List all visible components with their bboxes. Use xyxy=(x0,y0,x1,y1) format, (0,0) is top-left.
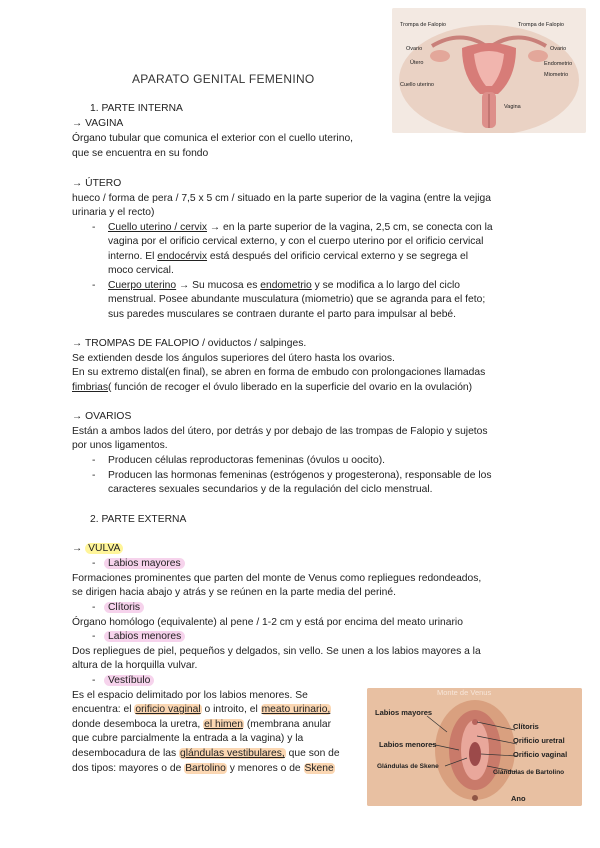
figure2-label: Glándulas de Skene xyxy=(377,763,439,770)
trompas-text-line: fimbrias( función de recoger el óvulo liberado en la superficie del ovario en la ovulación) xyxy=(72,382,473,393)
utero-heading: → ÚTERO xyxy=(72,178,122,189)
figure1-label: Ovario xyxy=(550,46,567,52)
endometrio-term: endometrio xyxy=(260,280,312,291)
section-heading-interna: 1. PARTE INTERNA xyxy=(90,103,183,114)
vestibulo-text: encuentra: el orificio vaginal o introito, el meato urinario, xyxy=(72,704,331,715)
document-title: APARATO GENITAL FEMENINO xyxy=(132,72,315,86)
labios-mayores-label: Labios mayores xyxy=(104,557,185,572)
cuerpo-uterino-item: Cuerpo uterino → Su mucosa es endometrio y se modifica a lo largo del ciclo xyxy=(108,280,460,291)
vagina-text-line: Órgano tubular que comunica el exterior con el cuello uterino, xyxy=(72,133,354,144)
figure2-label: Labios menores xyxy=(379,740,437,749)
clitoris-label: Clítoris xyxy=(104,601,144,616)
utero-text-line: urinaria y el recto) xyxy=(72,207,155,218)
cuello-uterino-text: moco cervical. xyxy=(108,265,174,276)
ovarios-bullet-cont: caracteres sexuales secundarios y de la regulación del ciclo menstrual. xyxy=(108,484,433,495)
figure2-label: Clítoris xyxy=(513,722,539,731)
clitoris-text: Órgano homólogo (equivalente) al pene / 1-2 cm y está por encima del meato urinario xyxy=(72,617,463,628)
endocervix-term: endocérvix xyxy=(157,251,208,262)
figure1-label: Endometrio xyxy=(544,61,573,67)
meato-urinario-highlight: meato urinario, xyxy=(261,704,331,715)
cuello-uterino-text: interno. El endocérvix está después del orificio cervical externo y se segrega el xyxy=(108,251,469,262)
ovarios-text-line: por unos ligamentos. xyxy=(72,440,168,451)
orificio-vaginal-highlight: orificio vaginal xyxy=(135,704,201,715)
ovarios-text-line: Están a ambos lados del útero, por detrás y por debajo de las trompas de Falopio y sujetos xyxy=(72,426,488,437)
vulva-heading: → VULVA xyxy=(72,542,123,557)
labios-mayores-text: se dirigen hacia abajo y atrás y se reúnen en la parte media del periné. xyxy=(72,587,396,598)
figure2-label: Ano xyxy=(511,794,526,803)
fimbrias-term: fimbrias xyxy=(72,382,109,393)
figure1-label: Ovario xyxy=(406,46,423,52)
utero-text-line: hueco / forma de pera / 7,5 x 5 cm / situado en la parte superior de la vagina (entre la vejiga xyxy=(72,193,491,204)
vulva-highlight: VULVA xyxy=(85,543,123,554)
labios-menores-text: Dos repliegues de piel, pequeños y delgados, sin vello. Se unen a los labios mayores a la xyxy=(72,646,481,657)
figure2-label: Orificio vaginal xyxy=(513,750,568,759)
bullet-dash: - xyxy=(92,631,96,642)
trompas-heading: → TROMPAS DE FALOPIO / oviductos / salpinges. xyxy=(72,338,307,349)
bullet-dash: - xyxy=(92,455,96,466)
cuerpo-uterino-text: sus paredes musculares se contraen durante el parto para impulsar al bebé. xyxy=(108,309,457,320)
trompas-text-line: En su extremo distal(en final), se abren en forma de embudo con prolongaciones llamadas xyxy=(72,367,486,378)
ovarios-bullet: Producen las hormonas femeninas (estrógenos y progesterona), responsable de los xyxy=(108,470,492,481)
figure2-label: Orificio uretral xyxy=(513,736,565,745)
vulva-diagram-image xyxy=(367,688,582,806)
figure2-label: Glándulas de Bartolino xyxy=(493,769,565,776)
vestibulo-text: que cubre parcialmente la entrada a la vagina) y la xyxy=(72,733,304,744)
ovarios-heading: → OVARIOS xyxy=(72,411,132,422)
figure2-label: Labios mayores xyxy=(375,708,433,717)
bullet-dash: - xyxy=(92,558,96,569)
labios-mayores-text: Formaciones prominentes que parten del monte de Venus como repliegues redondeados, xyxy=(72,573,482,584)
labios-menores-text: altura de la horquilla vulvar. xyxy=(72,660,198,671)
himen-highlight: el himen xyxy=(204,719,244,730)
cuerpo-uterino-term: Cuerpo uterino xyxy=(108,280,177,291)
vestibulo-text: Es el espacio delimitado por los labios menores. Se xyxy=(72,690,308,701)
figure1-label: Cuello uterino xyxy=(400,82,434,88)
bullet-dash: - xyxy=(92,470,96,481)
figure1-label: Trompa de Falopio xyxy=(518,22,564,28)
vestibulo-label: Vestíbulo xyxy=(104,674,154,689)
figure1-label: Trompa de Falopio xyxy=(400,22,446,28)
trompas-text-line: Se extienden desde los ángulos superiores del útero hasta los ovarios. xyxy=(72,353,395,364)
figure1-label: Miometrio xyxy=(544,72,569,78)
labios-menores-label: Labios menores xyxy=(104,630,185,645)
bullet-dash: - xyxy=(92,280,96,291)
uterus-diagram-image xyxy=(392,8,586,133)
vestibulo-text: dos tipos: mayores o de Bartolino y menores o de Skene xyxy=(72,763,334,774)
cuello-uterino-text: vagina por el orificio cervical externo, y con el cuerpo uterino por el orificio cervical xyxy=(108,236,484,247)
glandulas-vestibulares-highlight: glándulas vestibulares, xyxy=(180,748,285,759)
figure2-label: Monte de Venus xyxy=(437,688,492,697)
figure1-label: Vagina xyxy=(504,104,521,110)
vagina-text-line: que se encuentra en su fondo xyxy=(72,148,209,159)
vestibulo-text: desembocadura de las glándulas vestibulares, que son de xyxy=(72,748,340,759)
cuello-uterino-term: Cuello uterino / cervix xyxy=(108,222,208,233)
section-heading-externa: 2. PARTE EXTERNA xyxy=(90,514,187,525)
skene-highlight: Skene xyxy=(304,763,334,774)
bullet-dash: - xyxy=(92,222,96,233)
bullet-dash: - xyxy=(92,602,96,613)
ovarios-bullet: Producen células reproductoras femeninas (óvulos u oocito). xyxy=(108,455,386,466)
cuello-uterino-item: Cuello uterino / cervix → en la parte superior de la vagina, 2,5 cm, se conecta con la xyxy=(108,222,493,233)
vagina-heading: → VAGINA xyxy=(72,118,124,129)
vestibulo-text: donde desemboca la uretra, el himen (membrana anular xyxy=(72,719,332,730)
bullet-dash: - xyxy=(92,675,96,686)
bartolino-highlight: Bartolino xyxy=(185,763,226,774)
figure1-label: Útero xyxy=(410,60,424,66)
cuerpo-uterino-text: menstrual. Posee abundante musculatura (miometrio) que se agranda para el feto; xyxy=(108,294,486,305)
